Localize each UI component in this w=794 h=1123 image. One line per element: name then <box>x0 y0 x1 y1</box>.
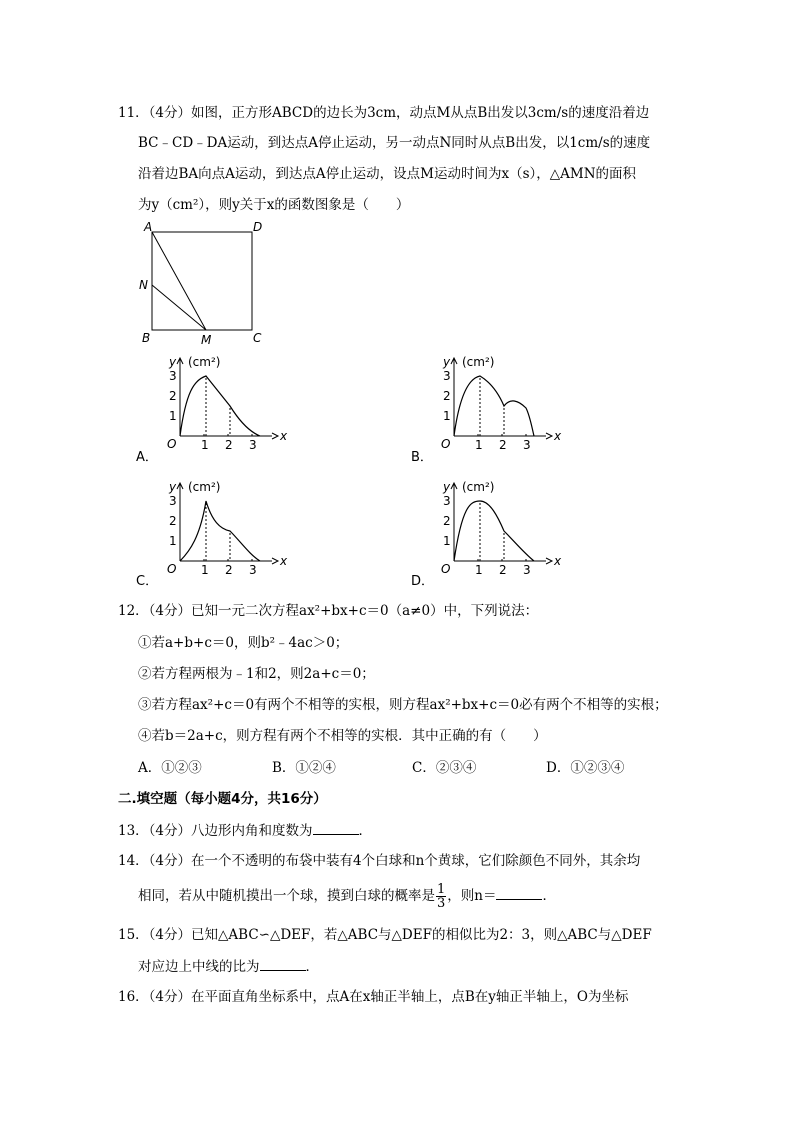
square-figure <box>132 218 272 346</box>
y-tick-1: 1 <box>169 534 177 548</box>
q16-line-1: 16．（4分）在平面直角坐标系中，点A在x轴正半轴上，点B在y轴正半轴上，O为坐标 <box>118 989 629 1005</box>
function-curve <box>180 376 260 436</box>
x-tick-1: 1 <box>475 438 483 452</box>
q14-end: ． <box>542 888 556 904</box>
q11-line-4: 为y（cm²），则y关于x的函数图象是（ ） <box>138 197 410 213</box>
q15-end: ． <box>305 959 319 975</box>
y-axis-label: y <box>443 480 451 494</box>
option-graph-d <box>434 477 562 577</box>
unit-label: (cm²) <box>462 355 495 369</box>
origin-label: O <box>167 562 177 576</box>
q15-line-1: 15．（4分）已知△ABC∽△DEF，若△ABC与△DEF的相似比为2：3，则△ABC与△DEF <box>118 927 652 943</box>
q15-text: 对应边上中线的比为 <box>138 959 260 975</box>
function-curve <box>454 376 534 436</box>
x-arrow <box>272 558 278 564</box>
q14-line-2a: 相同，若从中随机摸出一个球，摸到白球的概率是 <box>138 888 435 904</box>
y-tick-3: 3 <box>443 494 451 508</box>
option-graph-b <box>434 352 562 452</box>
unit-label: (cm²) <box>462 480 495 494</box>
y-axis-label: y <box>443 355 451 369</box>
y-axis-label: y <box>169 355 177 369</box>
function-curve <box>180 501 260 561</box>
label-M: M <box>201 333 212 347</box>
x-tick-2: 2 <box>225 563 233 577</box>
y-tick-2: 2 <box>169 389 177 403</box>
q12-item-1: ①若a+b+c＝0，则b²﹣4ac＞0； <box>138 635 349 651</box>
q13-line <box>118 820 372 841</box>
q14-line-2b: ，则n＝ <box>447 888 497 904</box>
x-tick-1: 1 <box>201 563 209 577</box>
q14-line-2 <box>138 883 556 910</box>
label-N: N <box>139 278 148 292</box>
y-tick-3: 3 <box>169 494 177 508</box>
section-2-heading: 二.填空题（每小题4分，共16分） <box>118 791 327 807</box>
origin-label: O <box>167 437 177 451</box>
x-axis-label: x <box>554 554 562 568</box>
y-tick-2: 2 <box>443 514 451 528</box>
x-arrow <box>272 433 278 439</box>
y-tick-1: 1 <box>443 534 451 548</box>
q12-line-1: 12．（4分）已知一元二次方程ax²+bx+c＝0（a≠0）中，下列说法： <box>118 603 539 619</box>
option-graph-a <box>160 352 288 452</box>
option-label-b: B． <box>411 450 433 465</box>
q12-item-4: ④若b＝2a+c，则方程有两个不相等的实根．其中正确的有（ ） <box>138 728 547 744</box>
origin-label: O <box>441 437 451 451</box>
y-tick-1: 1 <box>169 409 177 423</box>
option-label-d: D． <box>411 574 435 589</box>
fraction-numerator: 1 <box>437 882 446 897</box>
x-tick-1: 1 <box>475 563 483 577</box>
unit-label: (cm²) <box>188 480 221 494</box>
x-tick-2: 2 <box>499 563 507 577</box>
q12-item-2: ②若方程两根为﹣1和2，则2a+c＝0； <box>138 666 375 682</box>
q15-line-2 <box>138 956 319 977</box>
y-axis-label: y <box>169 480 177 494</box>
x-tick-2: 2 <box>225 438 233 452</box>
y-tick-3: 3 <box>443 369 451 383</box>
q13-blank <box>313 820 359 835</box>
x-arrow <box>546 558 552 564</box>
x-tick-1: 1 <box>201 438 209 452</box>
q11-line-3: 沿着边BA向点A运动，到达点A停止运动，设点M运动时间为x（s），△AMN的面积 <box>138 166 637 182</box>
y-tick-3: 3 <box>169 369 177 383</box>
origin-label: O <box>441 562 451 576</box>
label-D: D <box>253 220 263 234</box>
option-graph-c <box>160 477 288 577</box>
x-tick-2: 2 <box>499 438 507 452</box>
x-tick-3: 3 <box>523 563 531 577</box>
q12-item-3: ③若方程ax²+c＝0有两个不相等的实根，则方程ax²+bx+c＝0必有两个不相等的实根； <box>138 697 668 713</box>
q15-blank <box>260 956 306 971</box>
x-axis-label: x <box>554 429 562 443</box>
label-C: C <box>253 331 262 345</box>
probability-fraction <box>436 883 446 910</box>
y-tick-2: 2 <box>169 514 177 528</box>
unit-label: (cm²) <box>188 355 221 369</box>
x-tick-3: 3 <box>249 438 257 452</box>
x-arrow <box>546 433 552 439</box>
function-curve <box>454 501 534 561</box>
q13-end: ． <box>358 823 373 839</box>
q12-choice-d: D．①②③④ <box>546 760 625 776</box>
x-axis-label: x <box>280 554 288 568</box>
q14-blank <box>496 885 542 900</box>
option-label-a: A． <box>136 450 158 465</box>
label-B: B <box>142 331 151 345</box>
x-tick-3: 3 <box>249 563 257 577</box>
q12-choice-a: A．①②③ <box>138 760 202 776</box>
q11-line-2: BC﹣CD﹣DA运动，到达点A停止运动，另一动点N同时从点B出发，以1cm/s的速度 <box>138 135 651 151</box>
q11-line-1: 11．（4分）如图，正方形ABCD的边长为3cm，动点M从点B出发以3cm/s的速度沿着边 <box>118 105 650 121</box>
x-axis-label: x <box>280 429 288 443</box>
label-A: A <box>144 220 153 234</box>
q14-line-1: 14．（4分）在一个不透明的布袋中装有4个白球和n个黄球，它们除颜色不同外，其余均 <box>118 853 641 869</box>
y-tick-1: 1 <box>443 409 451 423</box>
q12-choice-c: C．②③④ <box>412 760 477 776</box>
fraction-denominator: 3 <box>437 896 446 911</box>
q12-choice-b: B．①②④ <box>272 760 336 776</box>
option-label-c: C． <box>136 574 159 589</box>
y-tick-2: 2 <box>443 389 451 403</box>
q13-text: 13．（4分）八边形内角和度数为 <box>118 823 313 839</box>
x-tick-3: 3 <box>523 438 531 452</box>
